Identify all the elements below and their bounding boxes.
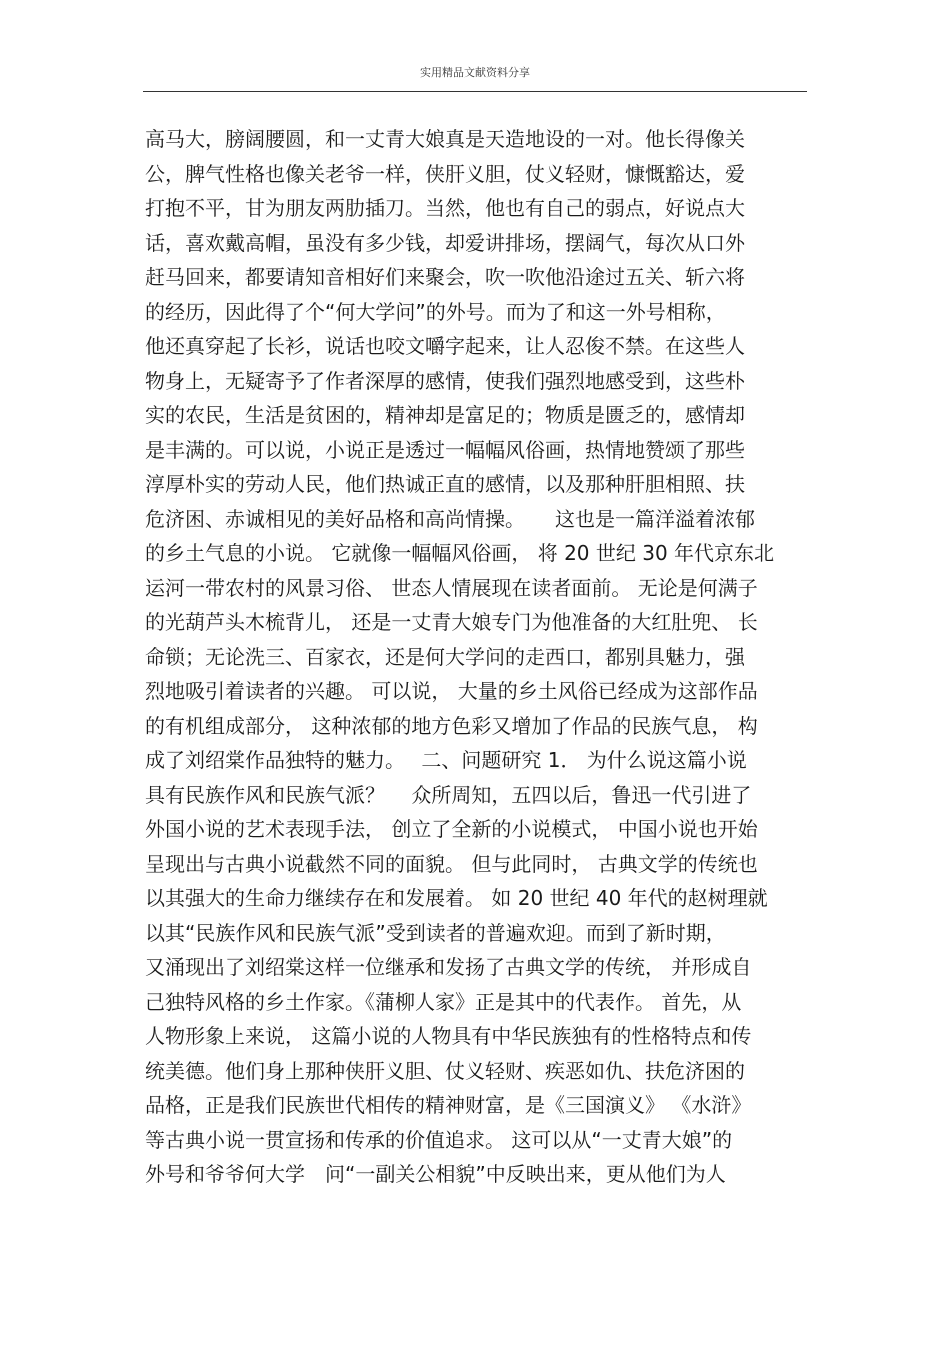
page-header: 实用精品文献资料分享 — [420, 66, 530, 79]
text-line: 人物形象上来说， 这篇小说的人物具有中华民族独有的性格特点和传 — [145, 1024, 752, 1048]
text-line: 以其“民族作风和民族气派”受到读者的普遍欢迎。而到了新时期， — [145, 920, 726, 945]
text-line: 打抱不平，甘为朋友两肋插刀。当然，他也有自己的弱点，好说点大 — [145, 196, 745, 220]
text-line: 的有机组成部分， 这种浓郁的地方色彩又增加了作品的民族气息， 构 — [145, 713, 758, 738]
text-line: 的光葫芦头木梳背儿， 还是一丈青大娘专门为他准备的大红肚兜、 长 — [145, 610, 758, 634]
text-line: 又涌现出了刘绍棠这样一位继承和发扬了古典文学的传统， 并形成自 — [145, 955, 752, 979]
text-line: 话，喜欢戴高帽，虽没有多少钱，却爱讲排场，摆阔气，每次从口外 — [145, 230, 745, 255]
text-line: 呈现出与古典小说截然不同的面貌。 但与此同时， 古典文学的传统也 — [145, 851, 758, 876]
text-line: 烈地吸引着读者的兴趣。 可以说， 大量的乡土风俗已经成为这部作品 — [145, 679, 758, 703]
text-line: 公，脾气性格也像关老爷一样，侠肝义胆，仗义轻财，慷慨豁达，爱 — [145, 161, 745, 186]
header-divider — [143, 91, 807, 92]
text-line: 运河一带农村的风景习俗、 世态人情展现在读者面前。 无论是何满子 — [145, 575, 758, 600]
text-line: 外国小说的艺术表现手法， 创立了全新的小说模式， 中国小说也开始 — [145, 817, 758, 841]
text-line: 高马大，膀阔腰圆，和一丈青大娘真是天造地设的一对。他长得像关 — [145, 127, 745, 151]
text-line: 危济困、赤诚相见的美好品格和高尚情操。 这也是一篇洋溢着浓郁 — [145, 506, 755, 531]
text-line: 的经历，因此得了个“何大学问”的外号。而为了和这一外号相称， — [145, 299, 726, 324]
text-line: 物身上，无疑寄予了作者深厚的感情，使我们强烈地感受到，这些朴 — [145, 368, 745, 393]
text-line: 命锁；无论洗三、百家衣，还是何大学问的走西口，都别具魅力，强 — [145, 644, 745, 669]
text-line: 外号和爷爷何大学 问“一副关公相貌”中反映出来，更从他们为人 — [145, 1162, 726, 1186]
document-body — [145, 122, 810, 1192]
text-line: 是丰满的。可以说，小说正是透过一幅幅风俗画，热情地赞颂了那些 — [145, 437, 745, 462]
text-line: 等古典小说一贯宣扬和传承的价值追求。 这可以从“一丈青大娘”的 — [145, 1127, 733, 1152]
text-line: 品格，正是我们民族世代相传的精神财富，是《三国演义》 《水浒》 — [145, 1093, 752, 1117]
text-line: 赶马回来，都要请知音相好们来聚会，吹一吹他沿途过五关、斩六将 — [145, 265, 745, 289]
text-line: 他还真穿起了长衫，说话也咬文嚼字起来，让人忍俊不禁。在这些人 — [145, 334, 745, 358]
text-line: 成了刘绍棠作品独特的魅力。 二、问题研究 1． 为什么说这篇小说 — [145, 748, 747, 772]
text-line: 己独特风格的乡土作家。《蒲柳人家》正是其中的代表作。 首先，从 — [145, 989, 742, 1014]
text-line: 的乡土气息的小说。 它就像一幅幅风俗画， 将 20 世纪 30 年代京东北 — [145, 541, 775, 565]
text-line: 淳厚朴实的劳动人民，他们热诚正直的感情，以及那种肝胆相照、扶 — [145, 472, 745, 496]
text-line: 以其强大的生命力继续存在和发展着。 如 20 世纪 40 年代的赵树理就 — [145, 886, 768, 910]
text-line: 实的农民，生活是贫困的，精神却是富足的；物质是匮乏的，感情却 — [145, 403, 745, 427]
text-line: 统美德。他们身上那种侠肝义胆、仗义轻财、疾恶如仇、扶危济困的 — [145, 1058, 745, 1083]
text-line: 具有民族作风和民族气派？ 众所周知，五四以后，鲁迅一代引进了 — [145, 782, 752, 807]
